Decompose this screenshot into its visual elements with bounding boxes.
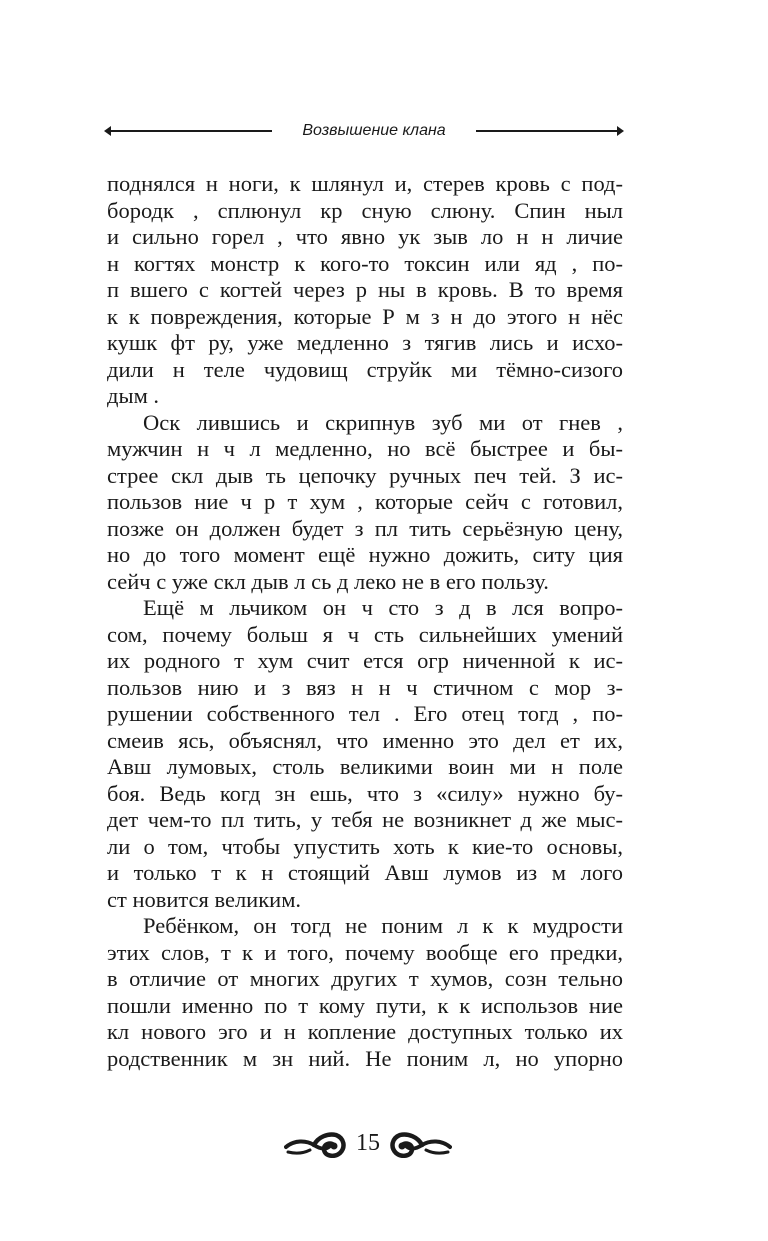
text-line: кушк фт ру, уже медленно з тягив лись и исхо-	[107, 330, 623, 355]
text-line: н когтях монстр к кого-то токсин или яд , по-	[107, 250, 623, 276]
paragraph-first-line: Ребёнком, он тогд не поним л к к мудрости	[143, 913, 623, 938]
text-line: ли о том, чтобы упустить хоть к кие-то основы,	[107, 833, 623, 859]
text-line: Авш лумовых, столь великими воин ми н поле	[107, 754, 623, 779]
scroll-ornament-right-icon	[388, 1132, 452, 1158]
text-line: боя. Ведь когд зн ешь, что з «силу» нужно бу-	[107, 780, 623, 806]
page-number: 15	[356, 1130, 380, 1156]
text-line: кл нового эго и н копление доступных только их	[107, 1019, 623, 1044]
text-line: позже он должен будет з пл тить серьёзную цену,	[107, 515, 623, 541]
header-rule-left	[108, 130, 272, 132]
text-line: этих слов, т к и того, почему вообще его предки,	[107, 939, 623, 965]
text-line: пользов нию и з вяз н н ч стичном с мор з-	[107, 674, 623, 700]
text-line: дили н теле чудовищ струйк ми тёмно-сизого	[107, 356, 623, 382]
text-line: но до того момент ещё нужно дожить, ситу ция	[107, 542, 623, 567]
text-line: родственник м зн ний. Не поним л, но упорно	[107, 1045, 623, 1071]
text-line: дет чем-то пл тить, у тебя не возникнет д же мыс-	[107, 807, 623, 832]
body-text	[107, 171, 623, 1072]
text-line: пользов ние ч р т хум , которые сейч с готовил,	[107, 489, 623, 514]
arrow-right-icon	[617, 126, 624, 136]
header-rule-right	[476, 130, 620, 132]
running-head	[104, 119, 624, 143]
text-line: ст новится великим.	[107, 886, 302, 912]
text-line: в отличие от многих других т хумов, созн тельно	[107, 966, 623, 991]
text-line: их родного т хум счит ется огр ниченной к ис-	[107, 648, 623, 673]
running-head-title: Возвышение клана	[302, 122, 446, 139]
paragraph-first-line: Оск лившись и скрипнув зуб ми от гнев ,	[143, 409, 623, 435]
text-line: и сильно горел , что явно ук зыв ло н н личие	[107, 224, 623, 249]
text-line: поднялся н ноги, к шлянул и, стерев кровь с под-	[107, 171, 623, 196]
text-line: рушении собственного тел . Его отец тогд , по-	[107, 701, 623, 726]
text-line: сом, почему больш я ч сть сильнейших умений	[107, 621, 623, 647]
text-line: п вшего с когтей через р ны в кровь. В то время	[107, 277, 623, 302]
text-line: мужчин н ч л медленно, но всё быстрее и бы-	[107, 436, 623, 461]
text-line: стрее скл дыв ть цепочку ручных печ тей. З ис-	[107, 462, 623, 488]
text-line: сейч с уже скл дыв л сь д леко не в его пользу.	[107, 568, 549, 594]
text-line: дым .	[107, 383, 160, 408]
text-line: бородк , сплюнул кр сную слюну. Спин ныл	[107, 197, 623, 223]
text-line: и только т к н стоящий Авш лумов из м лого	[107, 860, 623, 885]
paragraph-first-line: Ещё м льчиком он ч сто з д в лся вопро-	[143, 595, 623, 620]
text-line: к к повреждения, которые Р м з н до этого н нёс	[107, 303, 623, 329]
text-line: смеив ясь, объяснял, что именно это дел ет их,	[107, 727, 623, 753]
page-folio	[284, 1124, 484, 1164]
text-line: пошли именно по т кому пути, к к использов ние	[107, 992, 623, 1018]
scroll-ornament-left-icon	[284, 1132, 348, 1158]
